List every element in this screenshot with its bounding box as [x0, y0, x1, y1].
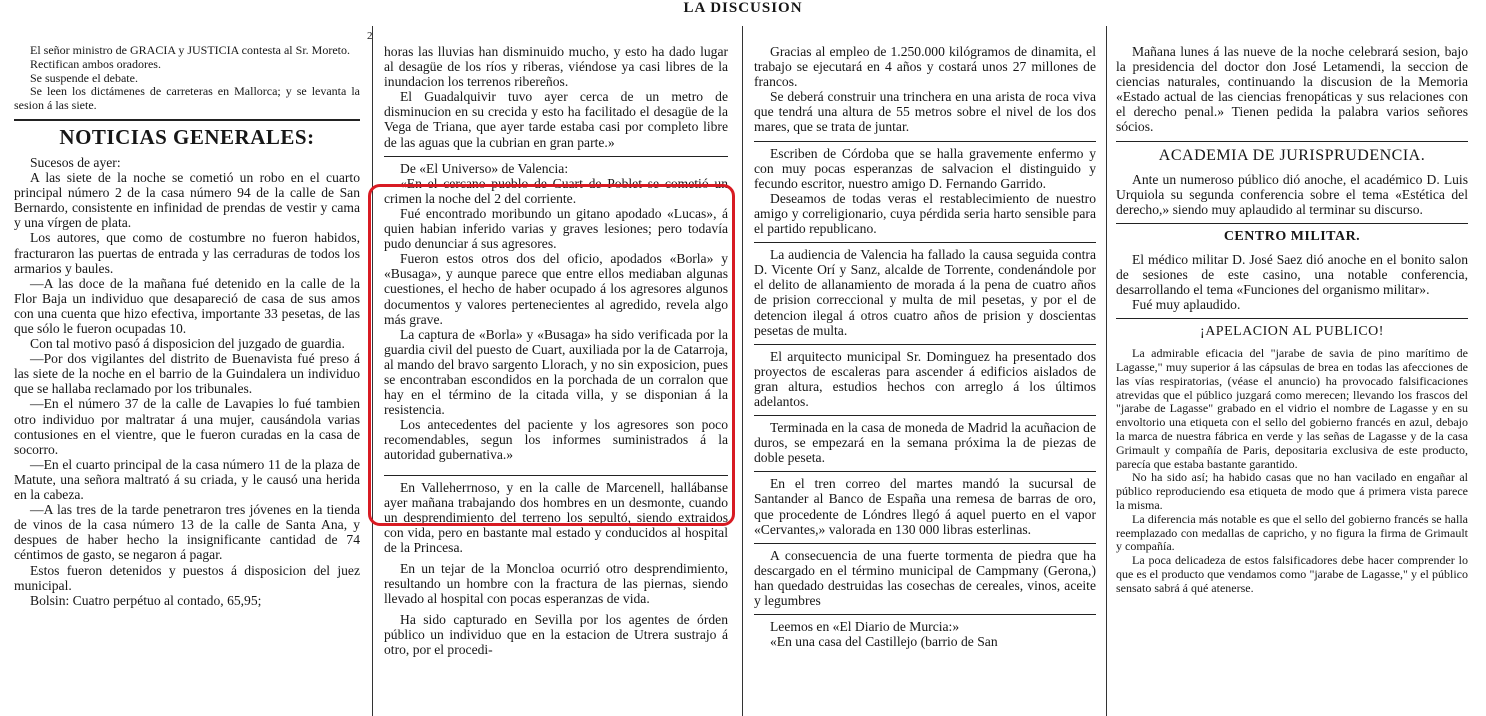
paragraph: No ha sido así; ha habido casas que no han vacilado en engañar al público reproduciendo esa etiqueta de modo que á primera vista parece la misma. [1116, 470, 1468, 512]
newspaper-masthead: LA DISCUSION [683, 0, 803, 16]
paragraph: Ha sido capturado en Sevilla por los agentes de órden público un individuo que en la estacion de Utrera sustrajo á otro, por el procedi- [384, 612, 728, 658]
page-mark: 2 [367, 30, 373, 42]
paragraph: En Valleherrnoso, y en la calle de Marcenell, hallábanse ayer mañana trabajando dos hombres en un desmonte, cuando un desprendimiento del terreno los sepultó, siendo extraidos con vida, pero en bastante mal estado y conducidos al hospital de la Princesa. [384, 479, 728, 555]
section-divider [754, 242, 1096, 243]
boxed-paragraph: La captura de «Borla» y «Busaga» ha sido verificada por la guardia civil del puesto de Cuart, auxiliada por la de Catarroja, al mando del bravo sargento Llorach, y no sin exposicion, pues se encontraban escondidos en la porchada de un corralon que hay en el término de la citada villa, y se disponian á la resistencia. [384, 326, 728, 418]
paragraph: Los autores, que como de costumbre no fueron habidos, fracturaron las puertas de entrada y las cerraduras de todos los armarios y baules. [14, 230, 360, 276]
section-divider [754, 344, 1096, 345]
boxed-paragraph: Fueron estos otros dos del oficio, apodados «Borla» y «Busaga», y aunque parece que entre ellos mediaban algunas cuestiones, el hecho de haber ocupado á los agresores algunos documentos y valores pertenecientes al agredido, revela algo más grave. [384, 251, 728, 327]
section-divider [1116, 318, 1468, 319]
section-divider [754, 614, 1096, 615]
paragraph: Ante un numeroso público dió anoche, el académico D. Luis Urquiola su segunda conferencia sobre el tema «Estética del derecho,» siendo muy aplaudido al terminar su discurso. [1116, 171, 1468, 217]
column-1 [14, 44, 360, 716]
section-heading: ACADEMIA DE JURISPRUDENCIA. [1158, 146, 1426, 164]
column-4 [1116, 44, 1468, 716]
paragraph: «En una casa del Castillejo (barrio de San [770, 634, 998, 650]
section-heading: NOTICIAS GENERALES: [59, 124, 315, 149]
paragraph: Con tal motivo pasó á disposicion del juzgado de guardia. [30, 336, 345, 352]
column-3 [754, 44, 1096, 716]
section-divider [754, 543, 1096, 544]
paragraph: Fué muy aplaudido. [1132, 297, 1241, 313]
paragraph: La diferencia más notable es que el sello del gobierno francés se halla reemplazado con medallas de capricho, y no figura la firma de Grimault y compañía. [1116, 511, 1468, 554]
highlight-box [368, 184, 735, 526]
paragraph: Deseamos de todas veras el restablecimiento de nuestro amigo y correligionario, cuya pérdida seria harto sensible para el partido republicano. [754, 190, 1096, 237]
section-divider [754, 141, 1096, 142]
paragraph: Se suspende el debate. [30, 70, 138, 85]
paragraph: La poca delicadeza de estos falsificadores debe hacer comprender lo que es el producto que vendamos como "jarabe de Lagasse," y el público sensato sabrá á qué atenerse. [1116, 553, 1468, 595]
section-divider [1116, 141, 1468, 142]
boxed-paragraph: «En el cercano pueblo de Cuart de Poblet se cometió un crimen la noche del 2 del corriente. [384, 175, 728, 206]
boxed-paragraph: Fué encontrado moribundo un gitano apodado «Lucas», á quien habian inferido varias y graves lesiones; pero todavía pudo denunciar á sus agresores. [384, 205, 728, 252]
paragraph: En el tren correo del martes mandó la sucursal de Santander al Banco de España una remesa de barras de oro, que procedente de Lóndres llegó á aquel puerto en el vapor «Cervantes,» valorada en 130 000 libras esterlinas. [754, 476, 1096, 537]
paragraph: La admirable eficacia del "jarabe de savia de pino marítimo de Lagasse," muy superior á las cápsulas de brea en todas las afecciones de las vías respiratorias, (véase el anuncio) ha provocado falsificaciones atrevidas que el público juzgará como merecen; llevando los frascos del "jarabe de Lagasse" grabado en el vidrio el nombre de Lagasse y en su envoltorio una etiqueta con el sello del gobierno francés en azul, debajo la marca de nuestra fábrica en verde y las señas de Lagasse y de la casa Grimault y compañía de Paris, depositaria exclusiva de este producto, parecía que estaba bastante garantido. [1116, 346, 1468, 471]
paragraph: Leemos en «El Diario de Murcia:» [770, 619, 960, 635]
paragraph: El médico militar D. José Saez dió anoche en el bonito salon de sesiones de este casino, una notable conferencia, desarrollando el tema «Funciones del organismo militar». [1116, 251, 1468, 298]
paragraph: Mañana lunes á las nueve de la noche celebrará sesion, bajo la presidencia del doctor don José Letamendi, la seccion de ciencias naturales, continuando la discusion de la Memoria «Estado actual de las ciencias frenopáticas y sus relaciones con el derecho penal.» Tienen pedida la palabra varios señores sócios. [1116, 44, 1468, 135]
paragraph: La audiencia de Valencia ha fallado la causa seguida contra D. Vicente Orí y Sanz, alcalde de Torrente, condenándole por el delito de allanamiento de morada á la pena de cuatro años de prision correccional y multa de mil pesetas, y por el de detencion ilegal á otros cuatro años de prision y doscientas pesetas de multa. [754, 247, 1096, 338]
paragraph: —En el número 37 de la calle de Lavapies lo fué tambien otro individuo por maltratar á una mujer, causándola varias contusiones en el vientre, que le fueron curadas en la casa de socorro. [14, 396, 360, 457]
boxed-paragraph: De «El Universo» de Valencia: [400, 160, 569, 176]
paragraph: horas las lluvias han disminuido mucho, y esto ha dado lugar al desagüe de los ríos y riberas, viéndose ya casi libres de la inundacion los terrenos ribereños. [384, 44, 728, 90]
section-divider [754, 415, 1096, 416]
paragraph: Escriben de Córdoba que se halla gravemente enfermo y con muy pocas esperanzas de salvacion el distinguido y fecundo escritor, nuestro amigo D. Fernando Garrido. [754, 145, 1096, 191]
paragraph: Se deberá construir una trinchera en una arista de roca viva que tendrá una altura de 55 metros sobre el nivel de los dos mares, que se trata de juntar. [754, 89, 1096, 135]
paragraph: Rectifican ambos oradores. [30, 56, 161, 71]
paragraph: —A las tres de la tarde penetraron tres jóvenes en la tienda de vinos de la casa número 13 de la calle de Santa Ana, y despues de haber hecho la insignificante cantidad de 74 céntimos de gasto, se negaron á pagar. [14, 502, 360, 563]
paragraph: A consecuencia de una fuerte tormenta de piedra que ha descargado en el término municipal de Campmany (Gerona,) han quedado destruidas las cosechas de cereales, vinos, aceite y legumbres [754, 547, 1096, 608]
paragraph: El arquitecto municipal Sr. Dominguez ha presentado dos proyectos de escaleras para ascender á edificios aislados de gran altura, estudios hechos con arreglo á los últimos adelantos. [754, 348, 1096, 409]
paragraph: Bolsin: Cuatro perpétuo al contado, 65,95; [30, 592, 262, 608]
column-rule [742, 26, 743, 716]
boxed-paragraph: Los antecedentes del paciente y los agresores son poco recomendables, segun los informes suministrados á la autoridad gubernativa.» [384, 417, 728, 463]
paragraph: Estos fueron detenidos y puestos á disposicion del juez municipal. [14, 562, 360, 593]
paragraph: —En el cuarto principal de la casa número 11 de la plaza de Matute, una señora maltrató á su criada, y le causó una herida en la cabeza. [14, 456, 360, 503]
section-divider [754, 471, 1096, 472]
paragraph: Gracias al empleo de 1.250.000 kilógramos de dinamita, el trabajo se ejecutará en 4 años y costará unos 27 millones de francos. [754, 44, 1096, 90]
section-heading: ¡APELACION AL PUBLICO! [1200, 324, 1384, 340]
section-heading: CENTRO MILITAR. [1223, 228, 1361, 244]
paragraph: Sucesos de ayer: [30, 154, 121, 170]
section-divider [384, 156, 728, 157]
paragraph: En un tejar de la Moncloa ocurrió otro desprendimiento, resultando un hombre con la fractura de las piernas, siendo llevado al hospital con pocas esperanzas de vida. [384, 561, 728, 607]
section-divider [1116, 223, 1468, 224]
paragraph: El señor ministro de GRACIA y JUSTICIA contesta al Sr. Moreto. [30, 44, 350, 57]
paragraph: —Por dos vigilantes del distrito de Buenavista fué preso á las siete de la noche en el barrio de la Guindalera un individuo que se hallaba reclamado por los tribunales. [14, 351, 360, 397]
paragraph: Se leen los dictámenes de carreteras en Mallorca; y se levanta la sesion á las siete. [14, 84, 360, 113]
column-rule [1106, 26, 1107, 716]
paragraph: A las siete de la noche se cometió un robo en el cuarto principal número 2 de la casa número 94 de la calle de San Bernardo, consistente en infinidad de prendas de vestir y cama y una vírgen de plata. [14, 170, 360, 231]
paragraph: El Guadalquivir tuvo ayer cerca de un metro de disminucion en su crecida y esto ha facilitado el desagüe de la Vega de Triana, que ayer tarde estaba casi por completo libre de las aguas que la cubrian en gran parte.» [384, 89, 728, 150]
paragraph: —A las doce de la mañana fué detenido en la calle de la Flor Baja un individuo que desapareció de casa de sus amos con una cuenta que hizo efectiva, importante 33 pesetas, de las que sólo le fueron ocupadas 10. [14, 275, 360, 337]
section-divider [14, 119, 360, 121]
paragraph: Terminada en la casa de moneda de Madrid la acuñacion de duros, se empezará en la semana próxima la de piezas de doble peseta. [754, 420, 1096, 466]
